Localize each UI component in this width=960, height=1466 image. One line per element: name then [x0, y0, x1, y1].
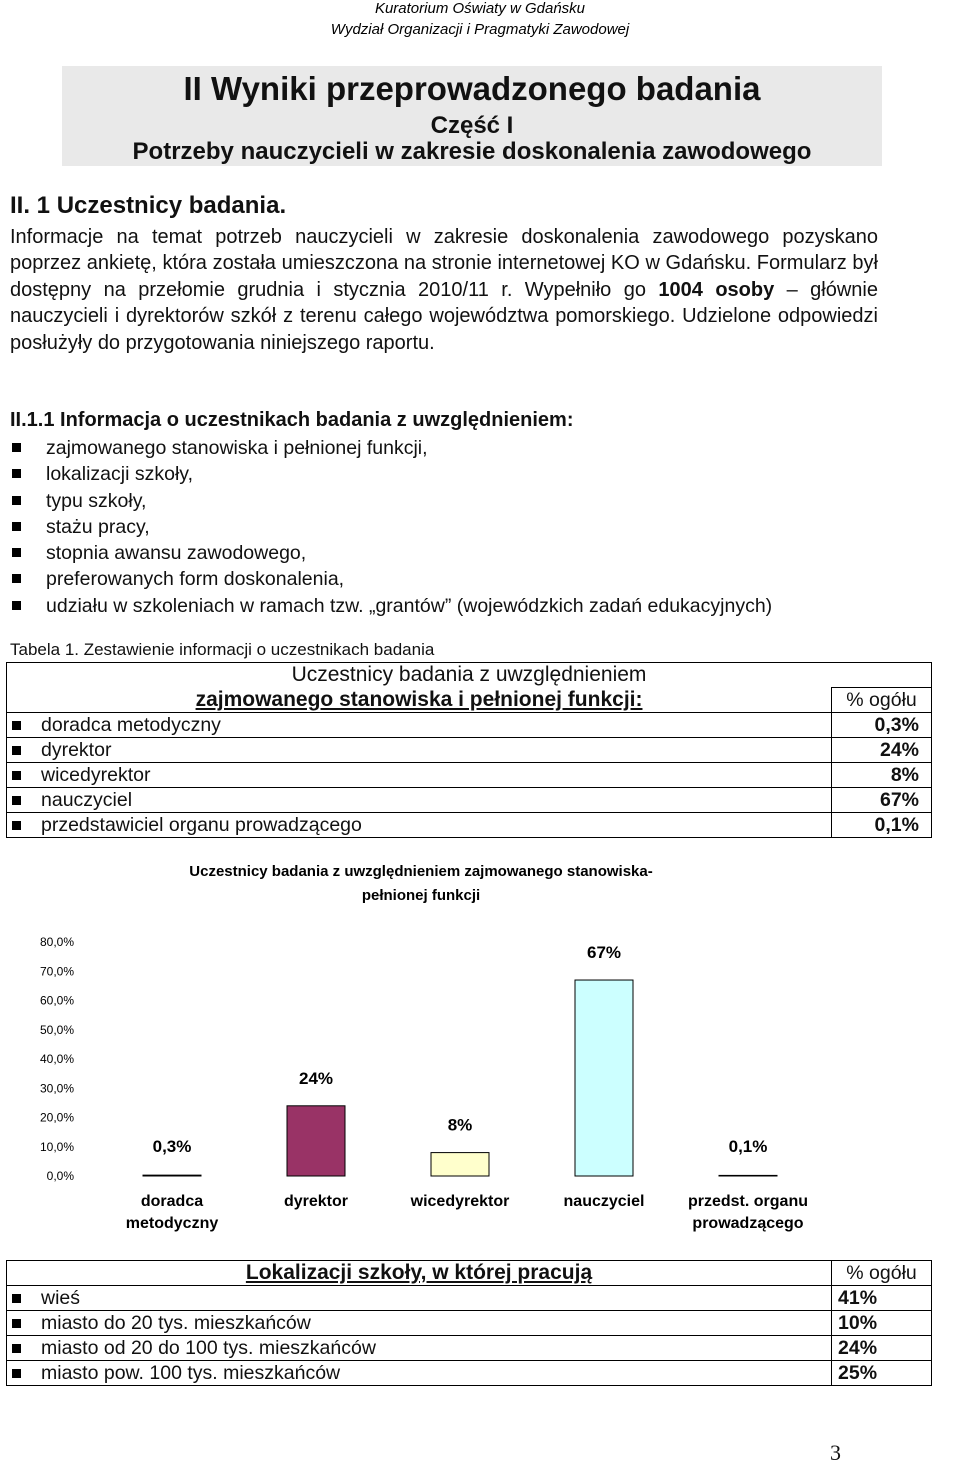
criteria-list: [10, 435, 772, 619]
list-item: udziału w szkoleniach w ramach tzw. „grantów” (wojewódzkich zadań edukacyjnych): [10, 593, 772, 619]
title-banner: [62, 66, 882, 166]
bullet-square-icon: [12, 469, 21, 478]
part-title: Część I: [430, 112, 514, 139]
table-caption: Tabela 1. Zestawienie informacji o uczestnikach badania: [10, 640, 435, 659]
bullet-square-icon: [12, 522, 21, 531]
chart-bar: [143, 1175, 201, 1176]
bullet-square-icon: [12, 496, 21, 505]
bullet-square-icon: [12, 1369, 21, 1378]
table-row: miasto do 20 tys. mieszkańców 10%: [7, 1311, 932, 1336]
position-table-subheader: zajmowanego stanowiska i pełnionej funkcji:: [7, 688, 832, 713]
table-row: nauczyciel 67%: [7, 788, 932, 813]
bullet-square-icon: [12, 1319, 21, 1328]
pct-column-header: % ogółu: [832, 1261, 932, 1286]
bar-data-label: 0,1%: [728, 1137, 768, 1156]
main-title: II Wyniki przeprowadzonego badania: [183, 70, 761, 107]
bullet-square-icon: [12, 548, 21, 557]
y-tick-label: 30,0%: [39, 1081, 74, 1096]
x-category-label: dyrektor: [283, 1193, 349, 1210]
bullet-square-icon: [12, 1294, 21, 1303]
x-category-label: przedst. organu: [687, 1193, 809, 1210]
x-category-label: prowadzącego: [692, 1215, 804, 1232]
bar-data-label: 0,3%: [152, 1137, 192, 1156]
pct-column-header: % ogółu: [832, 688, 932, 713]
table-row: wicedyrektor 8%: [7, 763, 932, 788]
table-row: przedstawiciel organu prowadzącego 0,1%: [7, 813, 932, 838]
list-item: typu szkoły,: [10, 488, 772, 514]
chart-title-line: Uczestnicy badania z uwzględnieniem zajmowanego stanowiska-: [189, 863, 653, 880]
subsection-title: II.1.1 Informacja o uczestnikach badania z uwzględnieniem:: [10, 409, 574, 431]
page-number: 3: [830, 1440, 841, 1465]
bar-data-label: 24%: [298, 1068, 334, 1088]
y-tick-label: 60,0%: [39, 993, 74, 1008]
bullet-square-icon: [12, 443, 21, 452]
y-tick-label: 0,0%: [46, 1169, 74, 1183]
bullet-square-icon: [12, 721, 21, 730]
list-item: stażu pracy,: [10, 514, 772, 540]
y-tick-label: 50,0%: [39, 1022, 74, 1037]
table-row: wieś 41%: [7, 1286, 932, 1311]
table-row: miasto pow. 100 tys. mieszkańców 25%: [7, 1361, 932, 1386]
bullet-square-icon: [12, 746, 21, 755]
header-department: Wydział Organizacji i Pragmatyki Zawodowej: [330, 21, 630, 38]
location-table: [6, 1260, 932, 1386]
y-tick-label: 70,0%: [39, 964, 74, 979]
para-respondents-count: 1004 osoby: [658, 278, 775, 301]
bullet-square-icon: [12, 574, 21, 583]
bullet-square-icon: [12, 601, 21, 610]
intro-paragraph: [10, 224, 878, 356]
table-row: doradca metodyczny 0,3%: [7, 713, 932, 738]
list-item: preferowanych form doskonalenia,: [10, 566, 772, 592]
para-text-a: Informacje na temat potrzeb nauczycieli w zakresie doskonalenia zawodowego pozyskano poprzez ankietę, która została umieszczona na stronie internetowej KO w Gdańsku. Formularz był dostępny na przełomie grudnia i stycznia 2010/11 r. Wypełniło go: [10, 226, 878, 301]
table-row: miasto od 20 do 100 tys. mieszkańców 24%: [7, 1336, 932, 1361]
x-category-label: doradca: [140, 1193, 204, 1210]
bar-data-label: 8%: [447, 1115, 473, 1135]
chart-bar: [719, 1175, 777, 1176]
header-institution: Kuratorium Oświaty w Gdańsku: [374, 0, 586, 17]
x-category-label: wicedyrektor: [410, 1193, 510, 1210]
position-table-header: Uczestnicy badania z uwzględnieniem: [7, 663, 932, 688]
bullet-square-icon: [12, 821, 21, 830]
chart-bar: [575, 980, 633, 1176]
para-text-b: – głównie nauczycieli i dyrektorów szkół z terenu całego województwa pomorskiego. Udzielone odpowiedzi posłużyły do przygotowania niniejszego raportu.: [10, 278, 878, 354]
table-row: dyrektor 24%: [7, 738, 932, 763]
list-item: stopnia awansu zawodowego,: [10, 540, 772, 566]
bar-data-label: 67%: [586, 943, 622, 963]
chart-bar: [431, 1153, 489, 1176]
x-category-label: nauczyciel: [563, 1193, 645, 1210]
location-table-header: Lokalizacji szkoły, w której pracują: [7, 1261, 832, 1286]
banner-subtitle: Potrzeby nauczycieli w zakresie doskonalenia zawodowego: [132, 138, 812, 165]
section-title: II. 1 Uczestnicy badania.: [10, 192, 287, 219]
y-tick-label: 10,0%: [39, 1139, 74, 1154]
position-table: [6, 662, 932, 838]
list-item: zajmowanego stanowiska i pełnionej funkcji,: [10, 435, 772, 461]
chart-bar: [287, 1106, 345, 1176]
list-item: lokalizacji szkoły,: [10, 461, 772, 487]
position-bar-chart: [0, 855, 960, 1245]
y-tick-label: 80,0%: [39, 935, 74, 949]
y-tick-label: 40,0%: [39, 1052, 74, 1066]
chart-title-line: pełnionej funkcji: [361, 887, 481, 904]
y-tick-label: 20,0%: [39, 1110, 74, 1125]
bullet-square-icon: [12, 1344, 21, 1353]
x-category-label: metodyczny: [125, 1215, 219, 1232]
bullet-square-icon: [12, 796, 21, 805]
bullet-square-icon: [12, 771, 21, 780]
